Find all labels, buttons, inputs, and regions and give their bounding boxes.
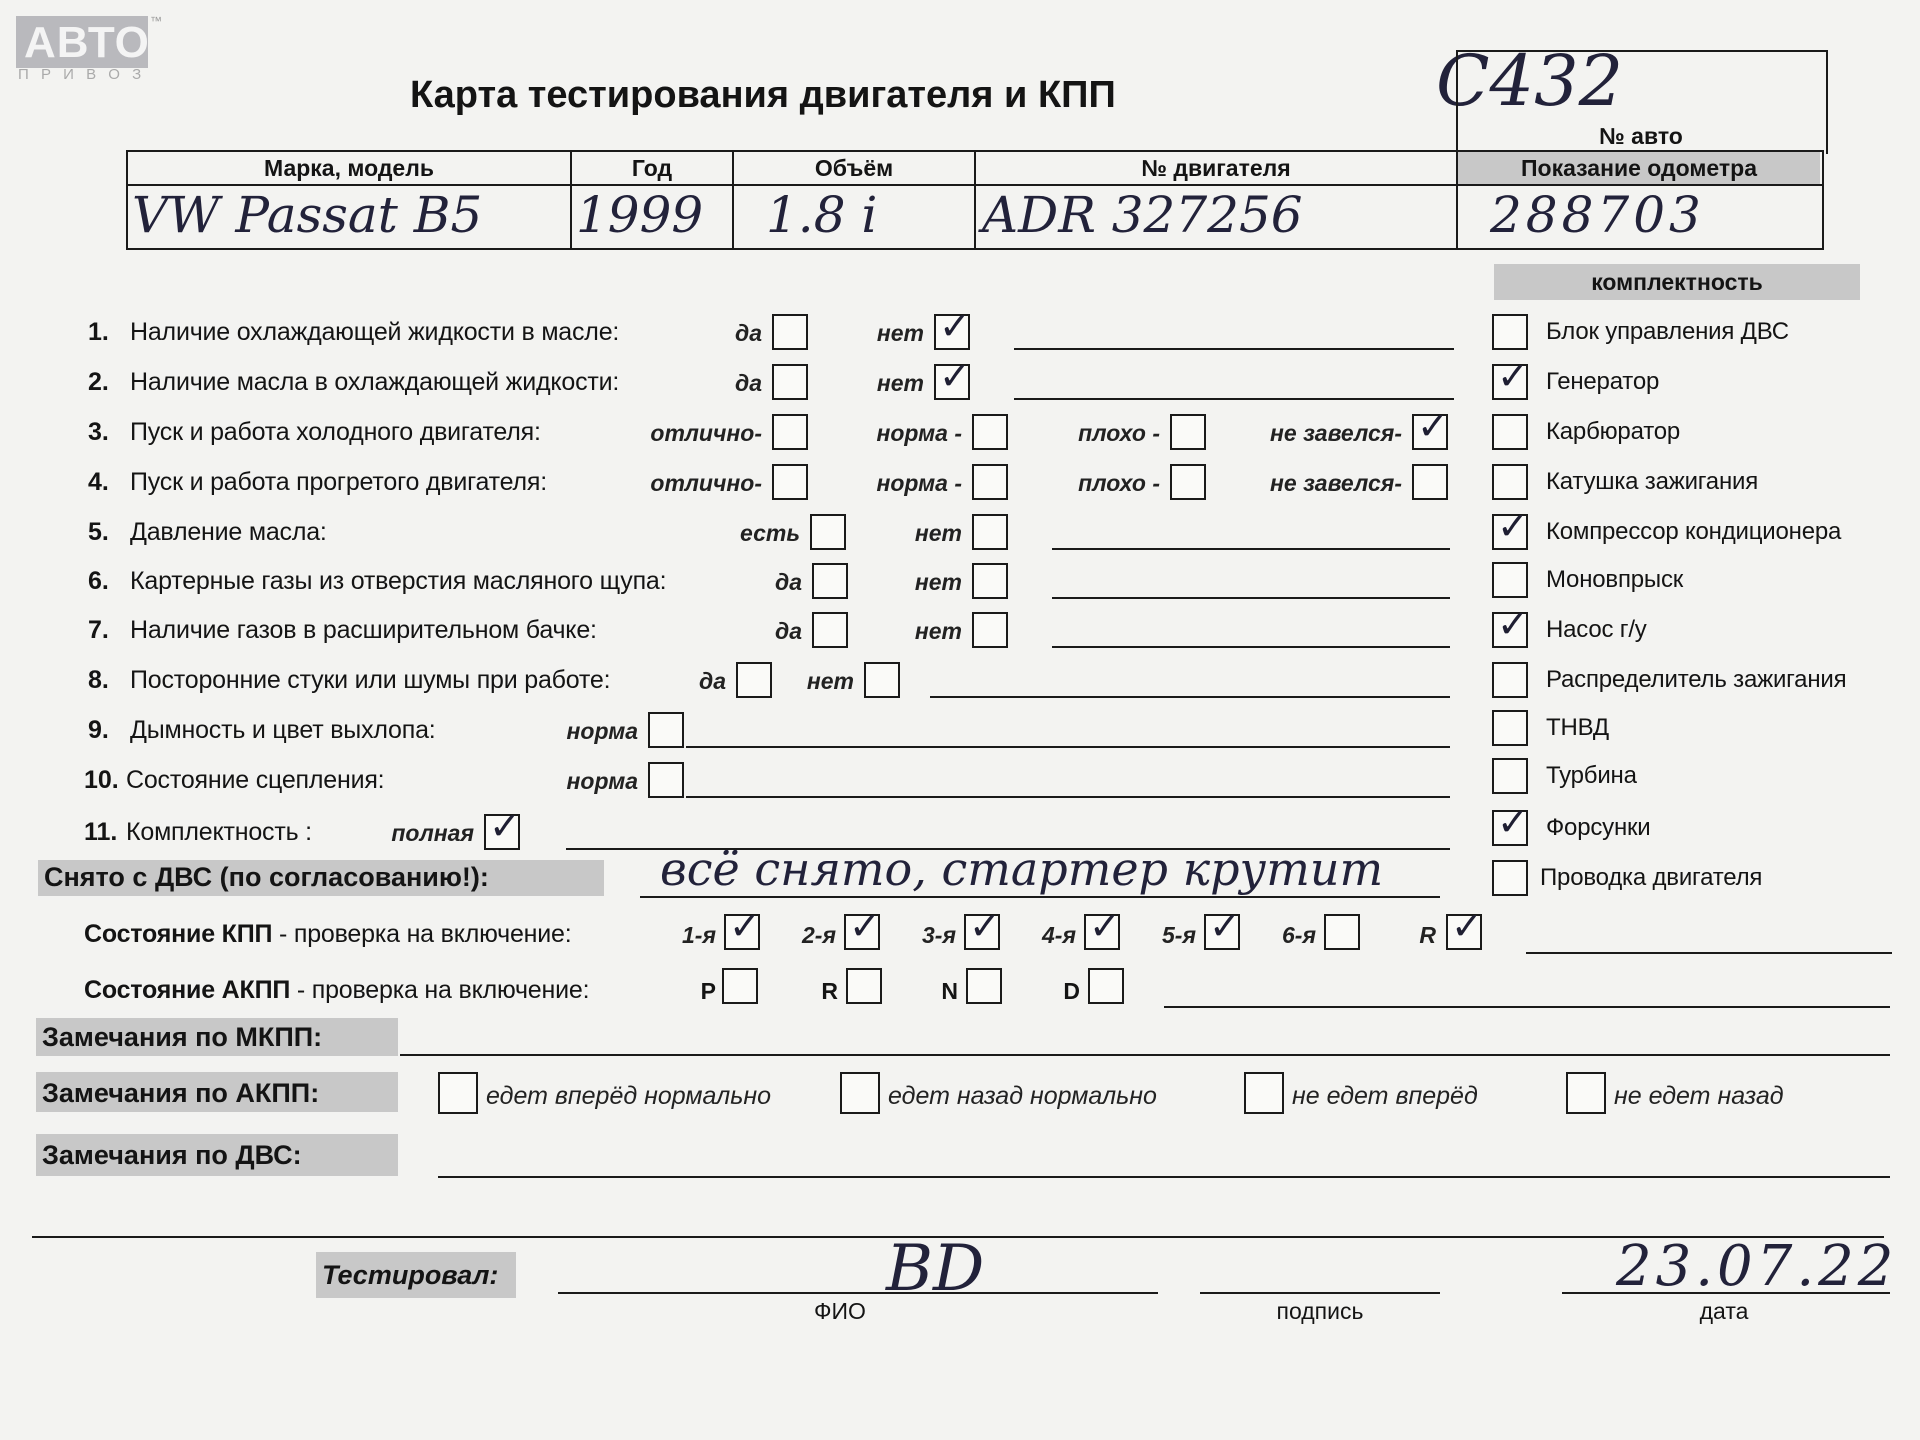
odometer-header: Показание одометра	[1521, 155, 1757, 181]
answer-line	[930, 696, 1450, 698]
question-number: 4.	[88, 468, 109, 496]
completeness-label: Карбюратор	[1546, 418, 1681, 445]
akpp-mode-label: D	[1063, 978, 1080, 1004]
akpp-mode-checkbox[interactable]	[1088, 968, 1124, 1004]
option-label: норма	[566, 718, 638, 744]
option-label: не завелся-	[1270, 420, 1402, 446]
option-label: да	[734, 320, 762, 346]
remarks-dvs-label: Замечания по ДВС:	[42, 1140, 302, 1170]
year-value: 1999	[576, 186, 704, 244]
completeness-checkbox[interactable]	[1492, 464, 1528, 500]
akpp-remark-checkbox[interactable]	[1566, 1072, 1606, 1114]
completeness-checkbox[interactable]	[1492, 414, 1528, 450]
akpp-remark-checkbox[interactable]	[1244, 1072, 1284, 1114]
gear-checkbox-check-icon: ✓	[1209, 904, 1241, 948]
answer-line	[686, 796, 1450, 798]
option-label: да	[774, 569, 802, 595]
akpp-remark-checkbox[interactable]	[840, 1072, 880, 1114]
gear-checkbox-check-icon: ✓	[729, 904, 761, 948]
question-text: Состояние сцепления:	[126, 766, 385, 794]
gear-checkbox-check-icon: ✓	[969, 904, 1001, 948]
logo	[16, 14, 162, 68]
question-number: 9.	[88, 716, 109, 744]
completeness-checkbox-check-icon: ✓	[1497, 602, 1529, 646]
option-checkbox-check-icon: ✓	[489, 804, 521, 848]
gear-checkbox-check-icon: ✓	[1451, 904, 1483, 948]
akpp-mode-checkbox[interactable]	[846, 968, 882, 1004]
brand-value: VW Passat B5	[132, 186, 483, 244]
removed-handwritten: всё снято, стартер крутит	[660, 842, 1384, 896]
question-number: 11.	[84, 818, 118, 846]
question-text: Наличие охлаждающей жидкости в масле:	[130, 318, 620, 346]
gear-checkbox[interactable]	[1204, 904, 1241, 950]
kpp-line	[1526, 952, 1892, 954]
option-label: полная	[391, 820, 474, 846]
answer-line	[1014, 348, 1454, 350]
gear-label: 1-я	[682, 922, 716, 948]
sign-line	[1200, 1292, 1440, 1294]
completeness-checkbox[interactable]	[1492, 758, 1528, 794]
car-number-header: № авто	[1599, 123, 1683, 149]
option-checkbox[interactable]	[772, 464, 808, 500]
option-checkbox[interactable]	[972, 514, 1008, 550]
col-divider-4	[1456, 50, 1458, 248]
completeness-label: Катушка зажигания	[1546, 468, 1759, 495]
completeness-checkbox-check-icon: ✓	[1497, 800, 1529, 844]
gear-label: 5-я	[1162, 922, 1196, 948]
kpp-label-rest: - проверка на включение:	[272, 920, 572, 948]
logo-subtext: П Р И В О З	[18, 66, 146, 83]
akpp-label-rest: - проверка на включение:	[290, 976, 590, 1004]
completeness-label: Генератор	[1546, 368, 1660, 395]
gear-checkbox[interactable]	[844, 904, 881, 950]
completeness-checkbox[interactable]	[1492, 662, 1528, 698]
option-checkbox[interactable]	[972, 612, 1008, 648]
option-checkbox-check-icon: ✓	[1417, 404, 1449, 448]
answer-line	[686, 746, 1450, 748]
gear-checkbox[interactable]	[964, 904, 1001, 950]
remarks-mkpp-label: Замечания по МКПП:	[42, 1022, 323, 1052]
gear-checkbox[interactable]	[1446, 904, 1483, 950]
option-label: норма	[566, 768, 638, 794]
option-label: нет	[876, 370, 924, 396]
brand-header: Марка, модель	[264, 155, 434, 181]
akpp-mode-label: P	[700, 978, 716, 1004]
tested-date: 23.07.22	[1616, 1234, 1898, 1299]
completeness-label: Компрессор кондиционера	[1546, 518, 1842, 545]
gear-checkbox-check-icon: ✓	[1089, 904, 1121, 948]
gear-checkbox[interactable]	[1324, 914, 1360, 950]
removed-line	[640, 896, 1440, 898]
option-checkbox[interactable]	[1412, 464, 1448, 500]
completeness-checkbox[interactable]	[1492, 800, 1529, 846]
option-checkbox[interactable]	[772, 314, 808, 350]
option-checkbox[interactable]	[864, 662, 900, 698]
completeness-label: Турбина	[1546, 762, 1637, 789]
question-number: 10.	[84, 766, 119, 794]
tested-label: Тестировал:	[322, 1260, 499, 1290]
removed-label: Снято с ДВС (по согласованию!):	[44, 862, 489, 892]
completeness-checkbox-check-icon: ✓	[1497, 504, 1529, 548]
question-text: Давление масла:	[130, 518, 327, 546]
option-checkbox[interactable]	[972, 563, 1008, 599]
completeness-checkbox[interactable]	[1492, 860, 1528, 896]
option-label: норма -	[876, 420, 962, 446]
option-label: нет	[914, 520, 962, 546]
remarks-dvs-line	[438, 1176, 1890, 1178]
completeness-checkbox[interactable]	[1492, 504, 1529, 550]
option-checkbox[interactable]	[772, 364, 808, 400]
option-label: нет	[806, 668, 854, 694]
option-label: нет	[914, 618, 962, 644]
engine-no-header: № двигателя	[1141, 155, 1291, 181]
completeness-label: Моновпрыск	[1546, 566, 1684, 593]
page-title: Карта тестирования двигателя и КПП	[410, 74, 1116, 116]
option-label: нет	[876, 320, 924, 346]
completeness-checkbox[interactable]	[1492, 602, 1529, 648]
option-checkbox-check-icon: ✓	[939, 304, 971, 348]
akpp-remark-checkbox[interactable]	[438, 1072, 478, 1114]
option-checkbox[interactable]	[934, 304, 971, 350]
completeness-label: Форсунки	[1546, 814, 1651, 841]
question-number: 1.	[88, 318, 109, 346]
logo-text: АВТО	[24, 18, 150, 67]
question-text: Дымность и цвет выхлопа:	[130, 716, 436, 744]
akpp-line	[1164, 1006, 1890, 1008]
akpp-mode-checkbox[interactable]	[722, 968, 758, 1004]
question-number: 2.	[88, 368, 109, 396]
option-checkbox[interactable]	[934, 354, 971, 400]
gear-checkbox-check-icon: ✓	[849, 904, 881, 948]
odometer-value: 288703	[1490, 186, 1705, 244]
akpp-mode-checkbox[interactable]	[966, 968, 1002, 1004]
akpp-mode-label: N	[941, 978, 958, 1004]
question-text: Пуск и работа прогретого двигателя:	[130, 468, 547, 496]
option-checkbox[interactable]	[812, 563, 848, 599]
completeness-checkbox[interactable]	[1492, 354, 1529, 400]
question-text: Наличие газов в расширительном бачке:	[130, 616, 597, 644]
option-checkbox[interactable]	[1170, 414, 1206, 450]
remarks-mkpp-line	[400, 1054, 1890, 1056]
completeness-label: Насос г/у	[1546, 616, 1647, 643]
option-checkbox[interactable]	[810, 514, 846, 550]
gear-label: R	[1419, 922, 1436, 948]
date-label: дата	[1699, 1298, 1749, 1324]
gear-label: 4-я	[1042, 922, 1076, 948]
option-checkbox[interactable]	[484, 804, 521, 850]
completeness-checkbox-check-icon: ✓	[1497, 354, 1529, 398]
option-checkbox[interactable]	[772, 414, 808, 450]
option-label: отлично-	[650, 420, 762, 446]
engine-no-value: ADR 327256	[982, 186, 1303, 244]
question-text: Посторонние стуки или шумы при работе:	[130, 666, 611, 694]
option-checkbox[interactable]	[812, 612, 848, 648]
option-label: плохо -	[1078, 470, 1160, 496]
akpp-label-bold: Состояние АКПП	[84, 976, 291, 1004]
akpp-remark-label: не едет вперёд	[1292, 1082, 1478, 1110]
volume-header: Объём	[814, 155, 894, 181]
completeness-checkbox[interactable]	[1492, 314, 1528, 350]
remarks-akpp-label: Замечания по АКПП:	[42, 1078, 320, 1108]
option-label: да	[774, 618, 802, 644]
akpp-label	[84, 976, 589, 1005]
akpp-remark-label: не едет назад	[1614, 1082, 1784, 1110]
option-checkbox[interactable]	[972, 464, 1008, 500]
option-checkbox[interactable]	[648, 712, 684, 748]
akpp-remark-label: едет назад нормально	[888, 1082, 1157, 1110]
question-text: Картерные газы из отверстия масляного щупа:	[130, 567, 667, 595]
volume-value: 1.8 i	[766, 186, 878, 244]
gear-label: 3-я	[922, 922, 956, 948]
fio-label: ФИО	[814, 1298, 866, 1324]
car-number-value: С432	[1436, 40, 1624, 122]
option-label: плохо -	[1078, 420, 1160, 446]
answer-line	[1014, 398, 1454, 400]
question-text: Комплектность :	[126, 818, 312, 846]
option-label: норма -	[876, 470, 962, 496]
option-label: да	[734, 370, 762, 396]
option-label: есть	[740, 520, 800, 546]
question-number: 3.	[88, 418, 109, 446]
akpp-mode-label: R	[821, 978, 838, 1004]
question-number: 8.	[88, 666, 109, 694]
completeness-checkbox[interactable]	[1492, 710, 1528, 746]
gear-label: 2-я	[802, 922, 836, 948]
option-checkbox-check-icon: ✓	[939, 354, 971, 398]
option-label: нет	[914, 569, 962, 595]
logo-tm: ™	[150, 14, 162, 28]
option-checkbox[interactable]	[1412, 404, 1449, 450]
year-header: Год	[631, 155, 673, 181]
option-label: не завелся-	[1270, 470, 1402, 496]
option-checkbox[interactable]	[972, 414, 1008, 450]
gear-checkbox[interactable]	[724, 904, 761, 950]
sign-label: подпись	[1276, 1298, 1364, 1324]
completeness-header: комплектность	[1591, 269, 1763, 295]
akpp-remark-label: едет вперёд нормально	[486, 1082, 772, 1110]
completeness-label: Блок управления ДВС	[1546, 318, 1789, 345]
question-text: Пуск и работа холодного двигателя:	[130, 418, 541, 446]
gear-label: 6-я	[1282, 922, 1316, 948]
completeness-checkbox[interactable]	[1492, 562, 1528, 598]
option-checkbox[interactable]	[1170, 464, 1206, 500]
question-text: Наличие масла в охлаждающей жидкости:	[130, 368, 620, 396]
option-checkbox[interactable]	[736, 662, 772, 698]
completeness-label: Распределитель зажигания	[1546, 666, 1847, 693]
question-number: 7.	[88, 616, 109, 644]
kpp-label	[84, 920, 571, 949]
question-number: 5.	[88, 518, 109, 546]
completeness-label: ТНВД	[1546, 714, 1609, 741]
fio-line	[558, 1292, 1158, 1294]
tested-initials: BD	[886, 1232, 985, 1306]
answer-line	[1052, 597, 1450, 599]
option-checkbox[interactable]	[648, 762, 684, 798]
answer-line	[1052, 548, 1450, 550]
completeness-label: Проводка двигателя	[1540, 864, 1763, 891]
question-number: 6.	[88, 567, 109, 595]
option-label: да	[698, 668, 726, 694]
option-label: отлично-	[650, 470, 762, 496]
kpp-label-bold: Состояние КПП	[84, 920, 273, 948]
gear-checkbox[interactable]	[1084, 904, 1121, 950]
answer-line	[1052, 646, 1450, 648]
